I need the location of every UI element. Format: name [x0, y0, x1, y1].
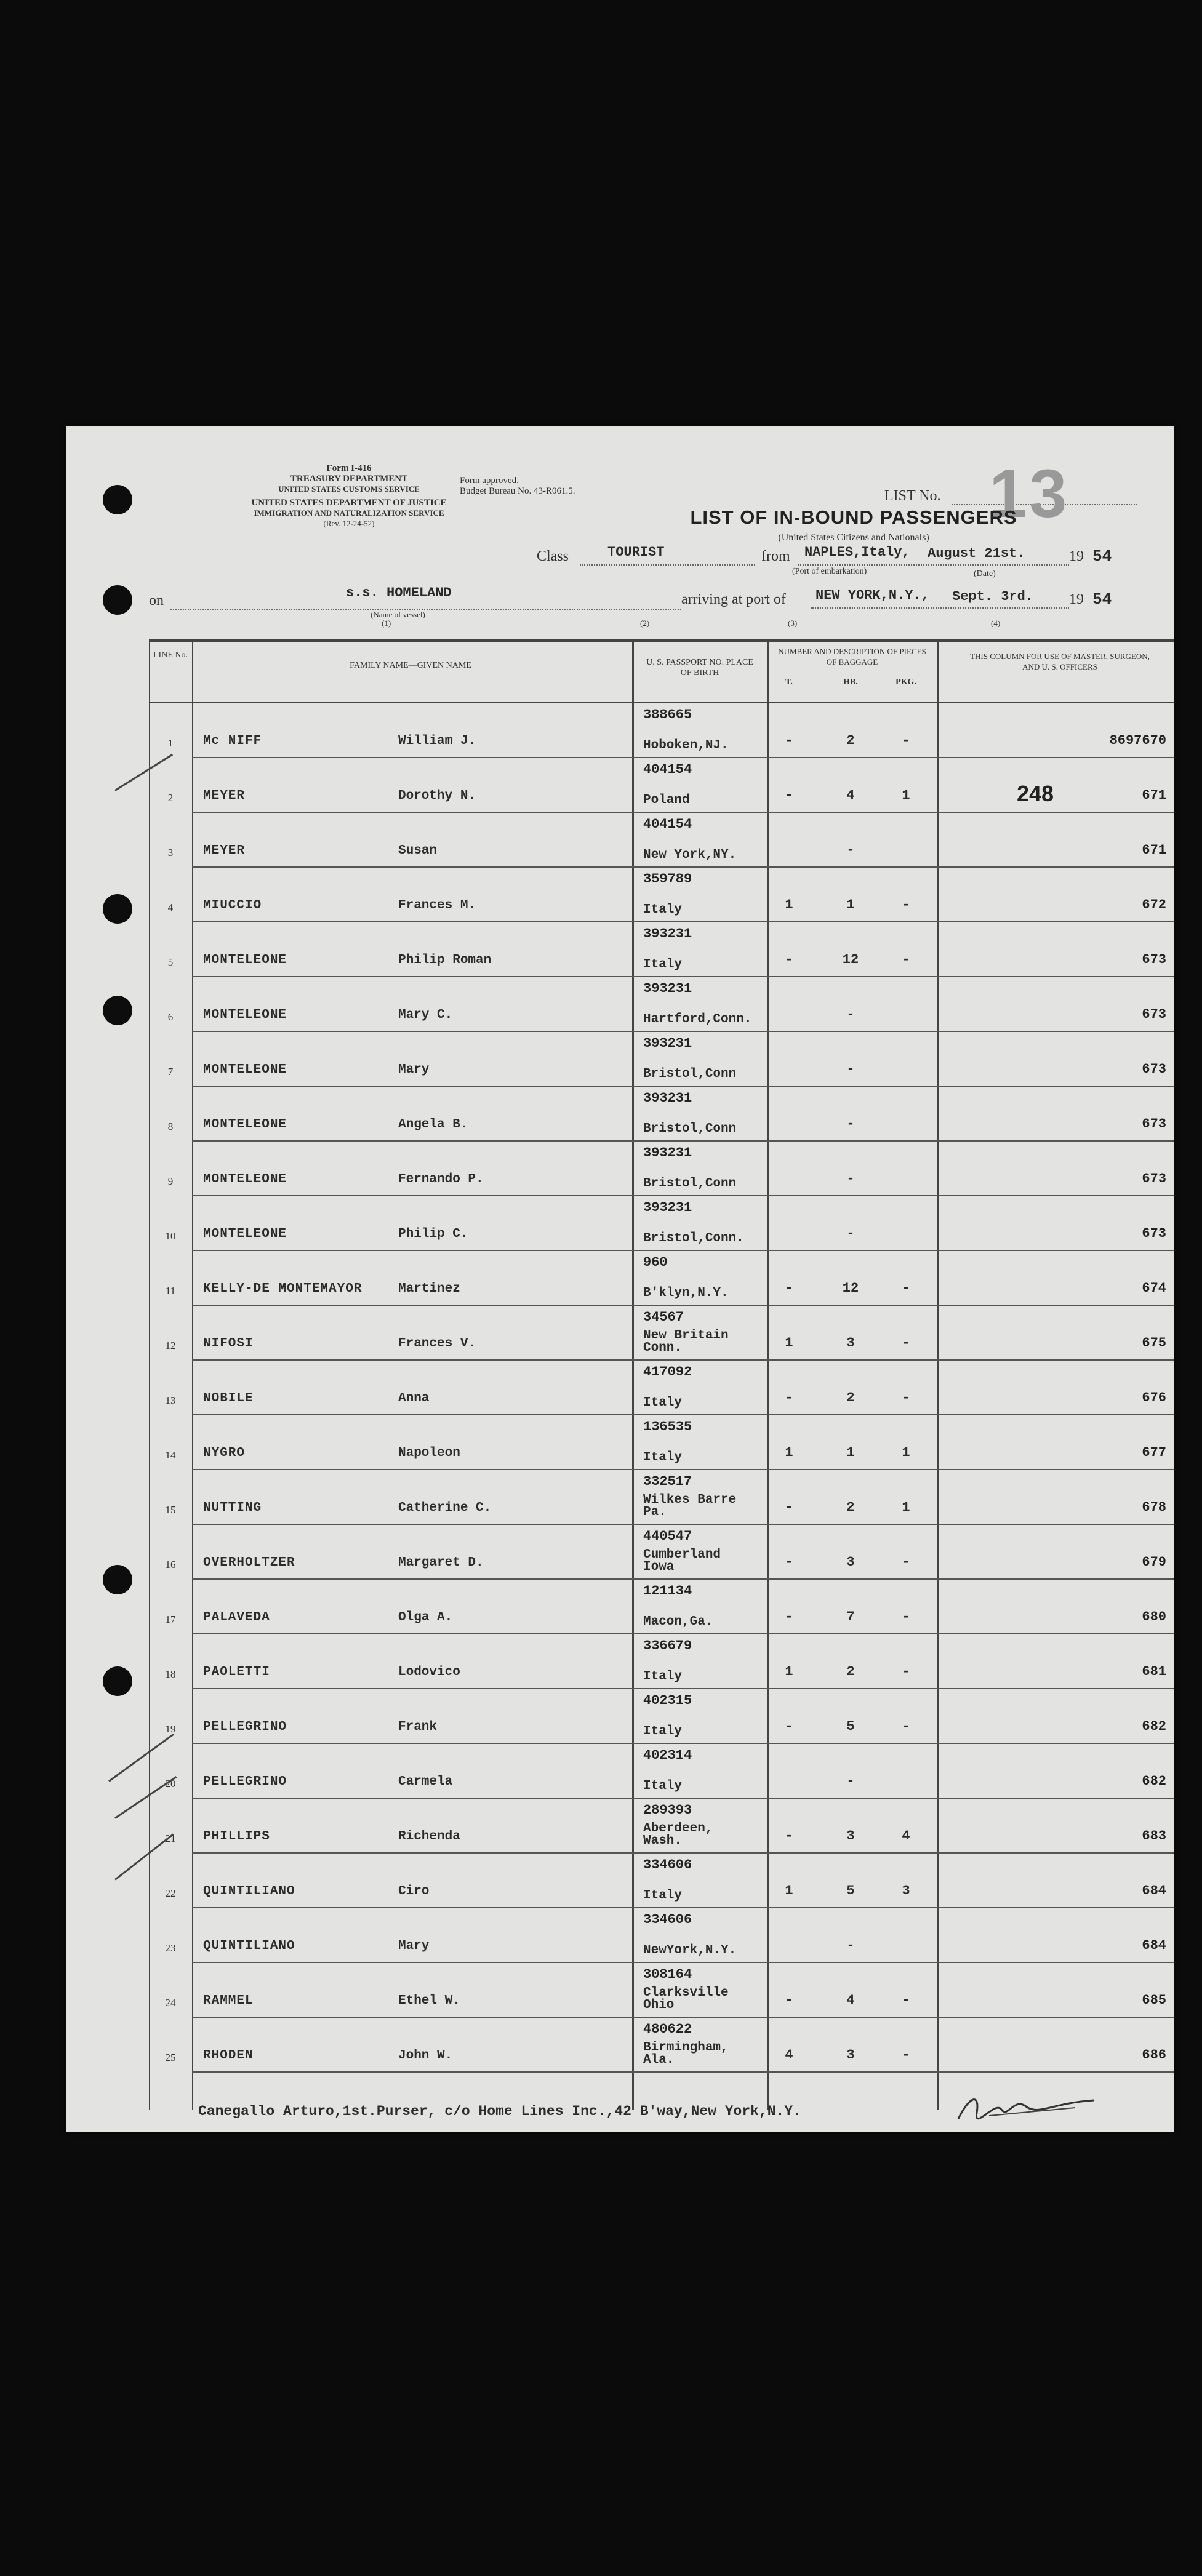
place-of-birth: Italy	[643, 1724, 683, 1738]
officer-number: 680	[1142, 1609, 1166, 1625]
baggage-packages: 4	[902, 1828, 910, 1844]
list-number: 13	[989, 456, 1070, 532]
given-name: Richenda	[398, 1830, 460, 1844]
baggage-hand: 3	[846, 1335, 855, 1351]
col-bag-t: T.	[785, 678, 793, 687]
family-name: RAMMEL	[203, 1994, 254, 2008]
line-number: 23	[165, 1942, 176, 1954]
passport-number: 334606	[643, 1857, 692, 1873]
officer-number: 673	[1142, 1171, 1166, 1186]
col-baggage: NUMBER AND DESCRIPTION OF PIECES OF BAGGAGE	[778, 647, 926, 666]
family-name: NIFOSI	[203, 1337, 254, 1351]
officer-number: 672	[1142, 897, 1166, 913]
passport-number: 393231	[643, 981, 692, 996]
place-of-birth: Hoboken,NJ.	[643, 738, 729, 753]
given-name: Carmela	[398, 1775, 453, 1789]
baggage-packages: -	[902, 1335, 910, 1351]
given-name: Philip Roman	[398, 953, 492, 967]
line-number: 11	[165, 1285, 176, 1297]
officer-number: 685	[1142, 1993, 1166, 2008]
baggage-packages: -	[902, 1719, 910, 1734]
department-treasury: TREASURY DEPARTMENT	[290, 474, 408, 484]
given-name: Anna	[398, 1391, 430, 1406]
table-row	[149, 1744, 1174, 1799]
place-of-birth: Italy	[643, 958, 683, 972]
baggage-hand: -	[846, 1007, 855, 1022]
baggage-packages: -	[902, 1390, 910, 1406]
given-name: Napoleon	[398, 1446, 460, 1460]
place-of-birth: Italy	[643, 1779, 683, 1793]
passenger-table	[149, 639, 1174, 2110]
table-row	[149, 1142, 1174, 1196]
baggage-trunks: -	[785, 1719, 793, 1734]
line-number: 8	[167, 1121, 174, 1132]
table-row	[149, 2018, 1174, 2073]
place-of-birth: Cumberland Iowa	[643, 1548, 721, 1574]
baggage-trunks: -	[785, 1554, 793, 1570]
baggage-packages: 1	[902, 788, 910, 803]
officer-number: 676	[1142, 1390, 1166, 1406]
passport-number: 960	[643, 1255, 668, 1270]
place-of-birth: Macon,Ga.	[643, 1615, 713, 1629]
baggage-hand: 3	[846, 1828, 855, 1844]
passport-number: 417092	[643, 1364, 692, 1380]
place-of-birth: Poland	[643, 793, 690, 807]
punch-hole	[103, 585, 132, 615]
family-name: MONTELEONE	[203, 1008, 287, 1022]
table-row	[149, 1032, 1174, 1087]
arriving-label: arriving at port of	[681, 591, 786, 607]
place-of-birth: Bristol,Conn	[643, 1177, 737, 1191]
family-name: OVERHOLTZER	[203, 1556, 295, 1570]
given-name: Ethel W.	[398, 1994, 460, 2008]
family-name: QUINTILIANO	[203, 1884, 295, 1898]
baggage-packages: -	[902, 2047, 910, 2063]
officer-number: 673	[1142, 1226, 1166, 1241]
class-value: TOURIST	[607, 545, 665, 560]
officer-number: 686	[1142, 2047, 1166, 2063]
baggage-packages: -	[902, 1609, 910, 1625]
table-row	[149, 1087, 1174, 1142]
passport-number: 308164	[643, 1967, 692, 1982]
passport-number: 480622	[643, 2022, 692, 2037]
officer-number: 673	[1142, 1062, 1166, 1077]
table-row	[149, 1306, 1174, 1361]
officer-number: 679	[1142, 1554, 1166, 1570]
col-bag-hb: HB.	[843, 678, 858, 687]
given-name: Martinez	[398, 1282, 460, 1296]
table-row	[149, 1361, 1174, 1415]
given-name: Olga A.	[398, 1610, 453, 1625]
passport-number: 393231	[643, 1090, 692, 1106]
passport-number: 404154	[643, 817, 692, 832]
baggage-trunks: -	[785, 1828, 793, 1844]
baggage-packages: 3	[902, 1883, 910, 1898]
place-of-birth: Bristol,Conn	[643, 1067, 737, 1081]
family-name: PALAVEDA	[203, 1610, 270, 1625]
list-no-label: LIST No.	[884, 488, 941, 504]
table-row	[149, 977, 1174, 1032]
line-number: 4	[167, 902, 174, 913]
baggage-hand: -	[846, 1116, 855, 1132]
line-number: 3	[167, 847, 174, 858]
given-name: Frances V.	[398, 1337, 476, 1351]
baggage-trunks: 4	[785, 2047, 793, 2063]
given-name: William J.	[398, 734, 476, 748]
officer-number: 8697670	[1109, 733, 1166, 748]
officer-number: 671	[1142, 842, 1166, 858]
budget-bureau: Budget Bureau No. 43-R061.5.	[460, 486, 575, 496]
baggage-hand: 2	[846, 1664, 855, 1679]
place-of-birth: Italy	[643, 1670, 683, 1684]
baggage-packages: -	[902, 1993, 910, 2008]
baggage-hand: 1	[846, 1445, 855, 1460]
baggage-packages: -	[902, 1281, 910, 1296]
officer-number: 671	[1142, 788, 1166, 803]
family-name: PELLEGRINO	[203, 1775, 287, 1789]
baggage-hand: 4	[846, 788, 855, 803]
table-row	[149, 1196, 1174, 1251]
baggage-trunks: -	[785, 1390, 793, 1406]
baggage-hand: 2	[846, 1390, 855, 1406]
line-number: 12	[165, 1340, 176, 1351]
caption-2: (2)	[640, 618, 650, 628]
col-line-no: LINE No.	[153, 650, 188, 660]
line-number: 25	[165, 2052, 176, 2063]
baggage-hand: 4	[846, 1993, 855, 2008]
passport-number: 388665	[643, 707, 692, 722]
given-name: Ciro	[398, 1884, 430, 1898]
baggage-hand: -	[846, 1938, 855, 1953]
table-row	[149, 1634, 1174, 1689]
on-label: on	[149, 593, 164, 609]
baggage-hand: -	[846, 842, 855, 858]
passport-number: 393231	[643, 1145, 692, 1161]
baggage-trunks: -	[785, 733, 793, 748]
date-caption: (Date)	[974, 569, 996, 578]
place-of-birth: Italy	[643, 1396, 683, 1410]
baggage-packages: -	[902, 733, 910, 748]
baggage-trunks: -	[785, 1500, 793, 1515]
table-row	[149, 1470, 1174, 1525]
family-name: QUINTILIANO	[203, 1939, 295, 1953]
baggage-hand: 5	[846, 1883, 855, 1898]
family-name: MONTELEONE	[203, 1172, 287, 1186]
baggage-packages: -	[902, 897, 910, 913]
department-justice: UNITED STATES DEPARTMENT OF JUSTICE	[251, 498, 447, 508]
line-number: 1	[167, 737, 174, 749]
family-name: NOBILE	[203, 1391, 254, 1406]
purser-footer: Canegallo Arturo,1st.Purser, c/o Home Lines Inc.,42 B'way,New York,N.Y.	[198, 2103, 801, 2119]
family-name: MEYER	[203, 789, 246, 803]
given-name: Dorothy N.	[398, 789, 476, 803]
passport-number: 121134	[643, 1583, 692, 1599]
baggage-hand: 2	[846, 1500, 855, 1515]
place-of-birth: New Britain Conn.	[643, 1329, 729, 1355]
manifest-page	[66, 426, 1174, 2132]
vessel-name: s.s. HOMELAND	[346, 585, 452, 601]
arrival-port: NEW YORK,N.Y.,	[815, 588, 929, 603]
caption-3: (3)	[788, 618, 798, 628]
passport-number: 440547	[643, 1529, 692, 1544]
port-caption: (Port of embarkation)	[792, 567, 867, 576]
revision: (Rev. 12-24-52)	[323, 519, 375, 528]
table-row	[149, 758, 1174, 813]
place-of-birth: Birmingham, Ala.	[643, 2041, 729, 2067]
year-prefix-1: 19	[1069, 548, 1084, 564]
officer-number: 678	[1142, 1500, 1166, 1515]
col-name: FAMILY NAME—GIVEN NAME	[350, 661, 471, 670]
officer-annotation: 248	[1017, 781, 1054, 806]
line-number: 5	[167, 956, 174, 968]
table-row	[149, 1689, 1174, 1744]
given-name: Frank	[398, 1720, 438, 1734]
given-name: Mary C.	[398, 1008, 453, 1022]
baggage-hand: -	[846, 1062, 855, 1077]
baggage-trunks: 1	[785, 1883, 793, 1898]
place-of-birth: Italy	[643, 1450, 683, 1465]
baggage-trunks: -	[785, 788, 793, 803]
baggage-hand: 1	[846, 897, 855, 913]
officer-number: 684	[1142, 1938, 1166, 1953]
baggage-hand: 12	[842, 1281, 859, 1296]
place-of-birth: New York,NY.	[643, 848, 737, 862]
form-title: LIST OF IN-BOUND PASSENGERS	[690, 506, 1017, 528]
line-number: 24	[165, 1997, 176, 2009]
signature-icon	[952, 2088, 1100, 2125]
family-name: MIUCCIO	[203, 898, 262, 913]
place-of-birth: Clarksville Ohio	[643, 1986, 729, 2012]
line-number: 6	[167, 1011, 174, 1023]
passport-number: 34567	[643, 1310, 684, 1325]
baggage-trunks: 1	[785, 1335, 793, 1351]
baggage-hand: 5	[846, 1719, 855, 1734]
baggage-hand: -	[846, 1171, 855, 1186]
given-name: Angela B.	[398, 1118, 468, 1132]
passport-number: 393231	[643, 926, 692, 942]
vessel-caption: (Name of vessel)	[371, 610, 425, 619]
line-number: 19	[165, 1723, 176, 1735]
table-row	[149, 703, 1174, 758]
table-row	[149, 1251, 1174, 1306]
baggage-trunks: -	[785, 1609, 793, 1625]
officer-number: 681	[1142, 1664, 1166, 1679]
place-of-birth: B'klyn,N.Y.	[643, 1286, 729, 1300]
baggage-trunks: 1	[785, 1664, 793, 1679]
line-number: 9	[167, 1175, 174, 1187]
table-row	[149, 922, 1174, 977]
family-name: MEYER	[203, 844, 246, 858]
passport-number: 402314	[643, 1748, 692, 1763]
family-name: MONTELEONE	[203, 1063, 287, 1077]
port-of-embarkation: NAPLES,Italy,	[804, 545, 910, 560]
officer-number: 673	[1142, 1007, 1166, 1022]
given-name: John W.	[398, 2049, 453, 2063]
table-row	[149, 1799, 1174, 1854]
punch-hole	[103, 1565, 132, 1594]
passport-number: 289393	[643, 1802, 692, 1818]
officer-number: 682	[1142, 1719, 1166, 1734]
punch-hole	[103, 485, 132, 514]
departure-date: August 21st.	[928, 546, 1025, 561]
baggage-packages: 1	[902, 1500, 910, 1515]
family-name: PELLEGRINO	[203, 1720, 287, 1734]
table-row	[149, 868, 1174, 922]
punch-hole	[103, 894, 132, 924]
officer-number: 683	[1142, 1828, 1166, 1844]
col-officers: THIS COLUMN FOR USE OF MASTER, SURGEON, AND U. S. OFFICERS	[970, 652, 1150, 671]
officer-number: 684	[1142, 1883, 1166, 1898]
table-row	[149, 1525, 1174, 1580]
baggage-hand: 3	[846, 1554, 855, 1570]
given-name: Philip C.	[398, 1227, 468, 1241]
line-number: 18	[165, 1668, 176, 1680]
passport-number: 136535	[643, 1419, 692, 1434]
year-prefix-2: 19	[1069, 591, 1084, 607]
passport-number: 393231	[643, 1200, 692, 1215]
ins-service: IMMIGRATION AND NATURALIZATION SERVICE	[254, 508, 444, 518]
baggage-trunks: -	[785, 1281, 793, 1296]
place-of-birth: Italy	[643, 903, 683, 917]
customs-service: UNITED STATES CUSTOMS SERVICE	[278, 484, 420, 494]
family-name: NUTTING	[203, 1501, 262, 1515]
place-of-birth: Wilkes Barre Pa.	[643, 1493, 737, 1519]
family-name: MONTELEONE	[203, 1118, 287, 1132]
baggage-packages: 1	[902, 1445, 910, 1460]
col-bag-pkg: PKG.	[895, 678, 916, 687]
passport-number: 332517	[643, 1474, 692, 1489]
from-label: from	[761, 548, 790, 564]
family-name: NYGRO	[203, 1446, 246, 1460]
line-number: 14	[165, 1449, 176, 1461]
family-name: MONTELEONE	[203, 1227, 287, 1241]
given-name: Margaret D.	[398, 1556, 484, 1570]
baggage-trunks: -	[785, 952, 793, 967]
table-row	[149, 1415, 1174, 1470]
given-name: Catherine C.	[398, 1501, 492, 1515]
baggage-trunks: 1	[785, 897, 793, 913]
baggage-hand: -	[846, 1226, 855, 1241]
passport-number: 334606	[643, 1912, 692, 1927]
caption-1: (1)	[382, 618, 391, 628]
given-name: Fernando P.	[398, 1172, 484, 1186]
family-name: PAOLETTI	[203, 1665, 270, 1679]
baggage-packages: -	[902, 1554, 910, 1570]
given-name: Mary	[398, 1939, 430, 1953]
family-name: Mc NIFF	[203, 734, 262, 748]
baggage-hand: 7	[846, 1609, 855, 1625]
baggage-hand: 12	[842, 952, 859, 967]
passport-number: 402315	[643, 1693, 692, 1708]
place-of-birth: Bristol,Conn.	[643, 1231, 744, 1246]
line-number: 7	[167, 1066, 174, 1078]
table-row	[149, 1580, 1174, 1634]
table-row	[149, 813, 1174, 868]
table-row	[149, 1854, 1174, 1908]
family-name: MONTELEONE	[203, 953, 287, 967]
baggage-hand: 3	[846, 2047, 855, 2063]
year-2: 54	[1092, 590, 1112, 609]
arrival-date: Sept. 3rd.	[952, 589, 1034, 604]
table-row	[149, 1908, 1174, 1963]
baggage-packages: -	[902, 1664, 910, 1679]
given-name: Lodovico	[398, 1665, 460, 1679]
baggage-trunks: -	[785, 1993, 793, 2008]
passport-number: 393231	[643, 1036, 692, 1051]
place-of-birth: Italy	[643, 1889, 683, 1903]
baggage-hand: 2	[846, 733, 855, 748]
officer-number: 673	[1142, 1116, 1166, 1132]
officer-number: 682	[1142, 1774, 1166, 1789]
place-of-birth: Aberdeen, Wash.	[643, 1822, 713, 1848]
col-passport: U. S. PASSPORT NO. PLACE OF BIRTH	[646, 658, 753, 678]
place-of-birth: NewYork,N.Y.	[643, 1943, 737, 1958]
officer-number: 675	[1142, 1335, 1166, 1351]
punch-hole	[103, 1666, 132, 1696]
line-number: 10	[165, 1230, 176, 1242]
form-subtitle: (United States Citizens and Nationals)	[778, 532, 929, 543]
form-approved: Form approved.	[460, 476, 519, 486]
caption-4: (4)	[991, 618, 1001, 628]
officer-number: 673	[1142, 952, 1166, 967]
place-of-birth: Bristol,Conn	[643, 1122, 737, 1136]
line-number: 15	[165, 1504, 176, 1516]
baggage-packages: -	[902, 952, 910, 967]
passport-number: 359789	[643, 871, 692, 887]
line-number: 21	[165, 1833, 176, 1844]
line-number: 13	[165, 1394, 176, 1406]
family-name: KELLY-DE MONTEMAYOR	[203, 1282, 363, 1296]
table-row	[149, 1963, 1174, 2018]
passport-number: 336679	[643, 1638, 692, 1654]
baggage-hand: -	[846, 1774, 855, 1789]
officer-number: 674	[1142, 1281, 1166, 1296]
class-label: Class	[537, 548, 569, 564]
line-number: 17	[165, 1614, 176, 1625]
line-number: 2	[167, 792, 174, 804]
line-number: 22	[165, 1887, 176, 1899]
baggage-trunks: 1	[785, 1445, 793, 1460]
officer-number: 677	[1142, 1445, 1166, 1460]
form-number: Form I-416	[326, 463, 372, 473]
line-number: 16	[165, 1559, 176, 1570]
year-1: 54	[1092, 547, 1112, 566]
punch-hole	[103, 996, 132, 1025]
place-of-birth: Hartford,Conn.	[643, 1012, 752, 1026]
given-name: Mary	[398, 1063, 430, 1077]
given-name: Susan	[398, 844, 438, 858]
given-name: Frances M.	[398, 898, 476, 913]
family-name: PHILLIPS	[203, 1830, 270, 1844]
passport-number: 404154	[643, 762, 692, 777]
line-number: 20	[165, 1778, 176, 1790]
family-name: RHODEN	[203, 2049, 254, 2063]
